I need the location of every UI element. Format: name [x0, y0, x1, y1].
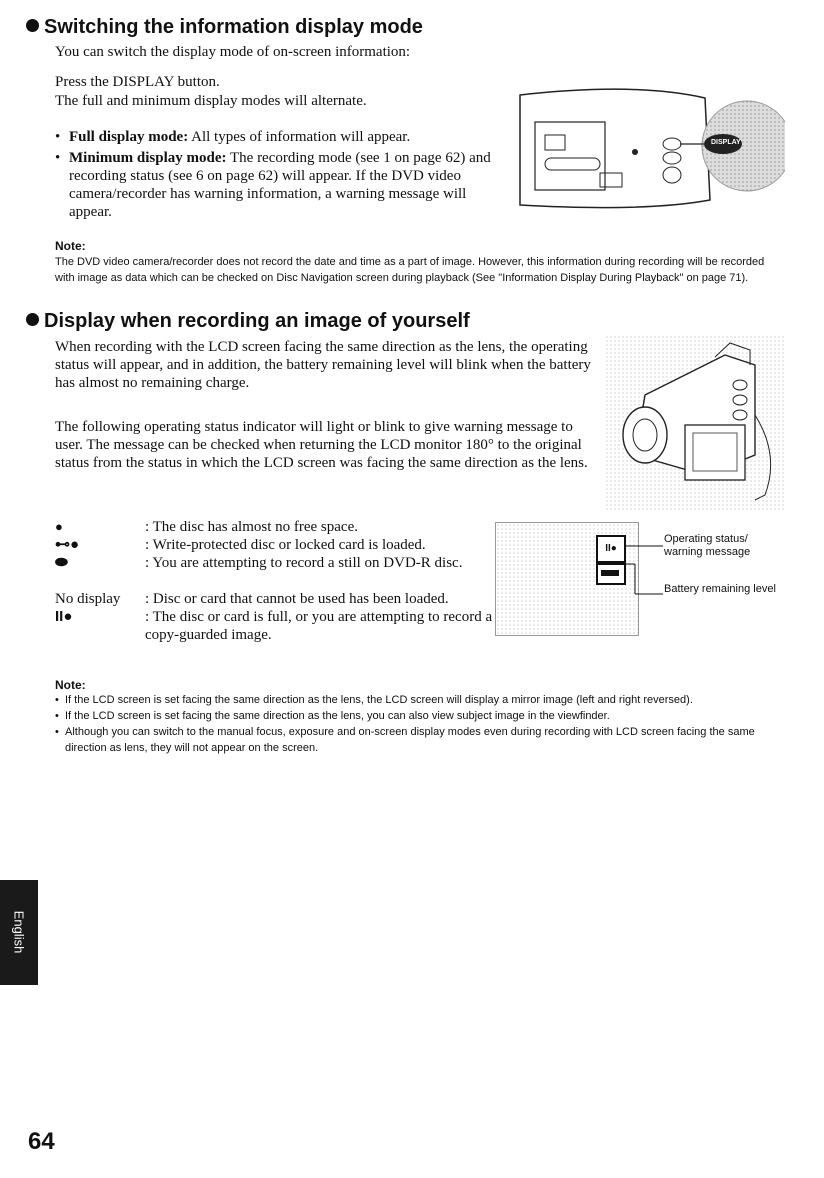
label-battery-level: Battery remaining level [664, 583, 776, 595]
display-button-label: DISPLAY [711, 139, 741, 146]
note-text-1: The DVD video camera/recorder does not record the date and time as a part of image. However, this information during recording will be recorded with image as data which can be checked on Disc Navigation screen during playback (See "Information Display During Playback" on page 71). [55, 256, 765, 284]
lcd-indicator-diagram [495, 522, 639, 636]
label-operating-status: Operating status/ warning message [664, 533, 751, 558]
list-item: • If the LCD screen is set facing the same direction as the lens, the LCD screen will display a mirror image (left and right reversed). [55, 694, 693, 706]
camcorder-lcd-forward-illustration [605, 335, 785, 510]
section-title-display-mode: Switching the information display mode [26, 16, 423, 39]
list-item: • Although you can switch to the manual focus, exposure and on-screen display modes even during recording with LCD screen facing the same direction as lens, they will not appear on the screen. [55, 726, 755, 754]
notes-list [55, 692, 783, 756]
step-alternate: The full and minimum display modes will alternate. [55, 93, 367, 109]
note-label-1: Note: [55, 239, 86, 253]
mode-list [55, 128, 495, 221]
language-side-tab: English [0, 880, 38, 985]
intro-text: You can switch the display mode of on-screen information: [55, 44, 411, 60]
indicator-symbol: ● [55, 519, 63, 534]
full-display-item: • Full display mode: All types of information will appear. [55, 129, 411, 145]
camera-display-button-illustration [505, 80, 785, 215]
indicator-list [55, 518, 495, 658]
list-item: ● : The disc has almost no free space. [55, 519, 358, 535]
list-item: ⊷● : Write-protected disc or locked card is loaded. [55, 536, 426, 553]
minimum-display-item: • Minimum display mode: The recording mode (see 1 on page 62) and recording status (see 6 on page 62) will appear. If the DVD video camera/recorder has warning information, a warning message will appear. [55, 150, 491, 220]
bullet-dot-icon [26, 19, 39, 32]
diagram-leader-lines [625, 530, 665, 600]
indicator-symbol: II● [55, 608, 73, 625]
battery-icon [596, 563, 626, 585]
status-indicator-icon: II● [596, 535, 626, 563]
indicator-symbol: ⬬ [55, 554, 68, 571]
bullet-dot-icon [26, 313, 39, 326]
section-title-self-recording: Display when recording an image of yourself [26, 310, 470, 333]
self-recording-para2: The following operating status indicator will light or blink to give warning message to user. The message can be checked when returning the LCD monitor 180° to the original status from the status in which the LCD screen was facing the same direction as the lens. [55, 419, 588, 471]
indicator-symbol: ⊷● [55, 536, 80, 553]
page-number: 64 [28, 1128, 55, 1155]
note-label-2: Note: [55, 678, 86, 692]
list-item: II● : The disc or card is full, or you are attempting to record a copy-guarded image. [55, 608, 493, 643]
indicator-symbol: No display [55, 591, 121, 607]
step-press-display: Press the DISPLAY button. [55, 74, 220, 90]
self-recording-para1: When recording with the LCD screen facing the same direction as the lens, the operating status will appear, and in addition, the battery remaining level will blink when the battery has almost no remaining charge. [55, 339, 591, 391]
list-item: ⬬ : You are attempting to record a still on DVD-R disc. [55, 554, 463, 571]
list-item: • If the LCD screen is set facing the same direction as the lens, you can also view subject image in the viewfinder. [55, 710, 610, 722]
list-item: No display : Disc or card that cannot be used has been loaded. [55, 591, 449, 607]
